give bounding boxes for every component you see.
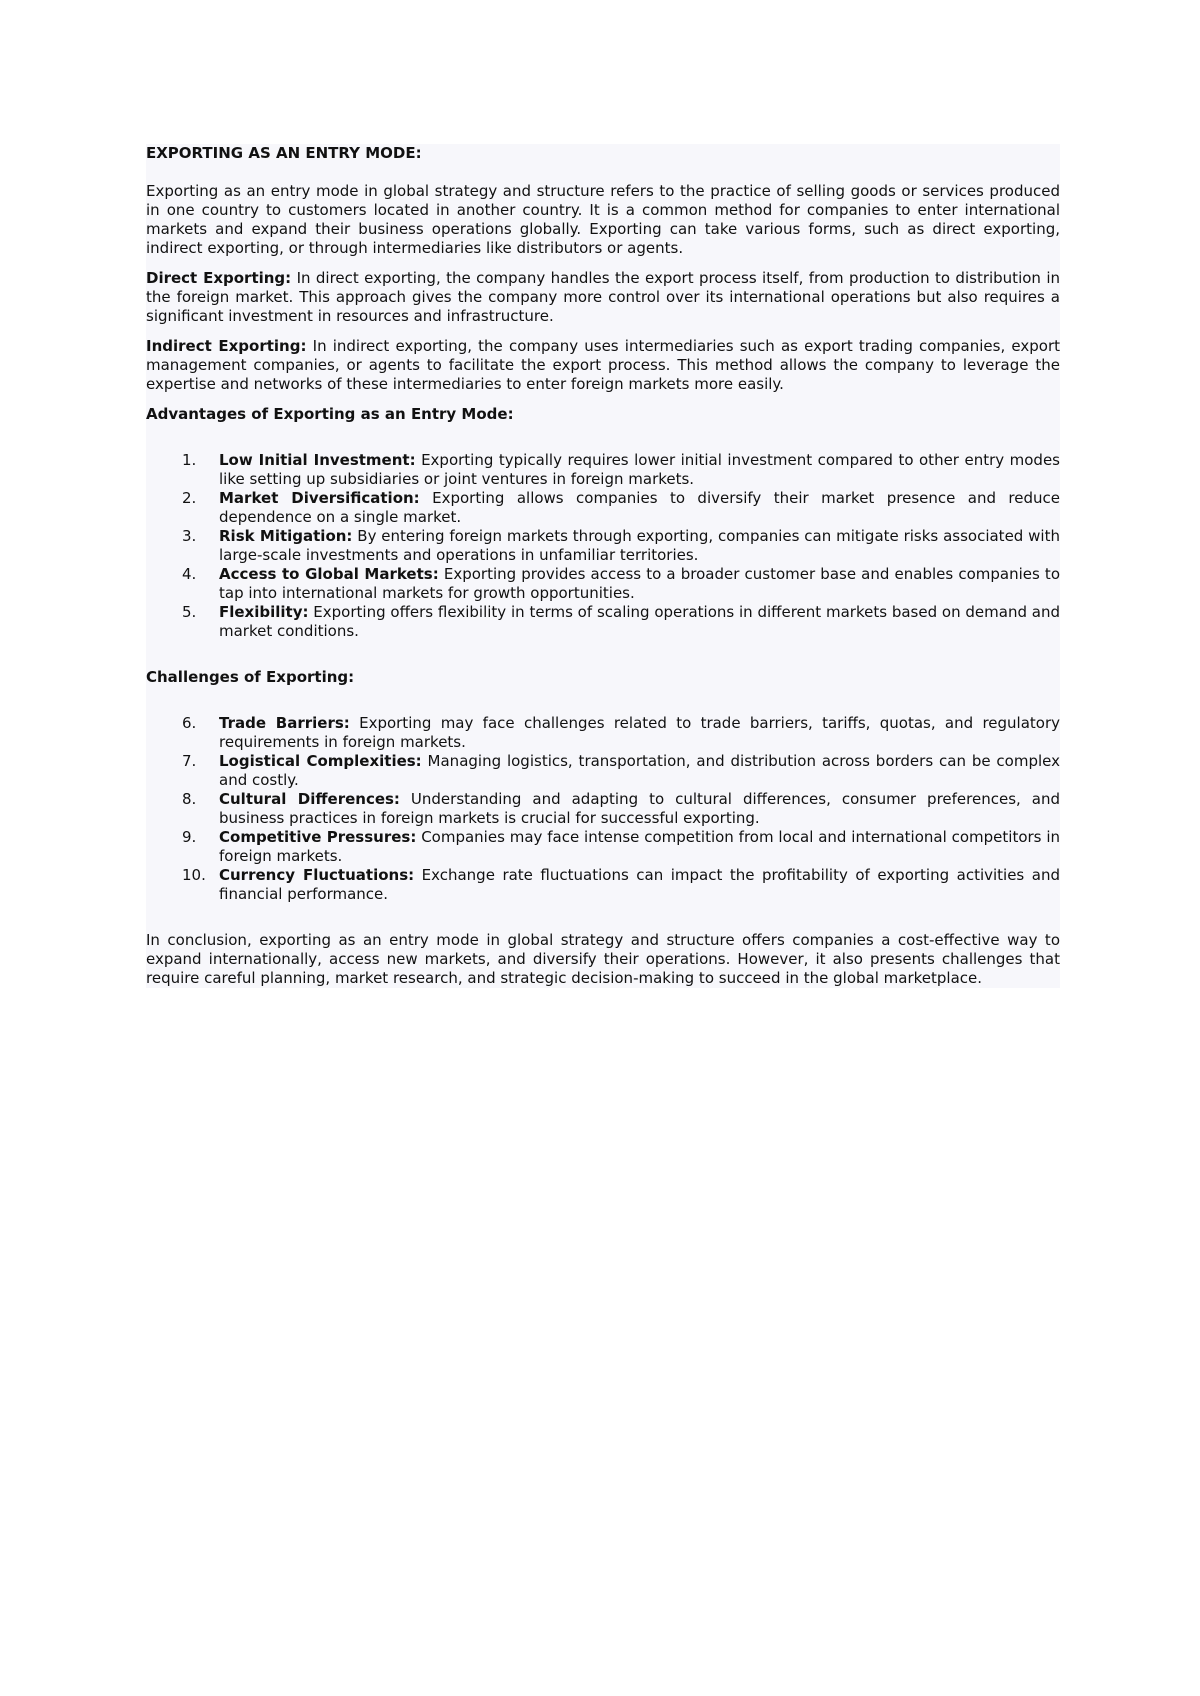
document-body [146, 144, 1060, 988]
list-item-text: Managing logistics, transportation, and distribution across borders can be complex and costly. [219, 752, 1060, 789]
direct-exporting-paragraph [146, 269, 1060, 326]
list-item [146, 752, 1060, 790]
advantages-list [146, 451, 1060, 641]
indirect-exporting-text: In indirect exporting, the company uses intermediaries such as export trading companies, export management companies, or agents to facilitate the export process. This method allows the company to leverage the expertise and networks of these intermediaries to enter foreign markets more easily. [146, 337, 1060, 393]
list-item-label: Flexibility: [219, 603, 309, 621]
list-item-text: Companies may face intense competition from local and international competitors in foreign markets. [219, 828, 1061, 865]
document-title: EXPORTING AS AN ENTRY MODE: [146, 144, 422, 162]
list-item-label: Low Initial Investment: [219, 451, 416, 469]
list-number: 2. [182, 489, 197, 507]
list-item-label: Access to Global Markets: [219, 565, 439, 583]
list-item-label: Cultural Differences: [219, 790, 400, 808]
list-number: 4. [182, 565, 197, 583]
list-number: 3. [182, 527, 197, 545]
intro-paragraph: Exporting as an entry mode in global strategy and structure refers to the practice of selling goods or services produced in one country to customers located in another country. It is a common method for companies to enter international markets and expand their business operations globally. Exporting can take various forms, such as direct exporting, indirect exporting, or through intermediaries like distributors or agents. [146, 182, 1060, 257]
direct-exporting-text: In direct exporting, the company handles the export process itself, from production to distribution in the foreign market. This approach gives the company more control over its international operations but also requires a significant investment in resources and infrastructure. [146, 269, 1060, 325]
direct-exporting-label: Direct Exporting: [146, 269, 292, 287]
list-item [146, 828, 1060, 866]
list-item-label: Market Diversification: [219, 489, 420, 507]
list-item [146, 527, 1060, 565]
list-item-label: Currency Fluctuations: [219, 866, 415, 884]
list-item [146, 603, 1060, 641]
list-item [146, 451, 1060, 489]
list-item [146, 489, 1060, 527]
list-item-text: Exporting may face challenges related to trade barriers, tariffs, quotas, and regulatory requirements in foreign markets. [219, 714, 1060, 751]
advantages-heading: Advantages of Exporting as an Entry Mode: [146, 405, 514, 423]
list-item [146, 866, 1060, 904]
indirect-exporting-paragraph [146, 337, 1060, 394]
list-item [146, 714, 1060, 752]
challenges-list [146, 714, 1060, 904]
list-number: 5. [182, 603, 197, 621]
list-item-text: Exporting typically requires lower initial investment compared to other entry modes like setting up subsidiaries or joint ventures in foreign markets. [219, 451, 1060, 488]
list-item-label: Risk Mitigation: [219, 527, 353, 545]
list-item [146, 790, 1060, 828]
conclusion-paragraph: In conclusion, exporting as an entry mode in global strategy and structure offers companies a cost-effective way to expand internationally, access new markets, and diversify their operations. However, it also presents challenges that require careful planning, market research, and strategic decision-making to succeed in the global marketplace. [146, 931, 1060, 987]
challenges-heading: Challenges of Exporting: [146, 668, 355, 686]
list-item-text: By entering foreign markets through exporting, companies can mitigate risks associated with large-scale investments and operations in unfamiliar territories. [219, 527, 1060, 564]
list-item-label: Trade Barriers: [219, 714, 350, 732]
list-item-label: Competitive Pressures: [219, 828, 417, 846]
list-item-text: Exchange rate fluctuations can impact the profitability of exporting activities and financial performance. [219, 866, 1060, 903]
list-number: 6. [182, 714, 197, 732]
indirect-exporting-label: Indirect Exporting: [146, 337, 307, 355]
list-item-text: Exporting offers flexibility in terms of scaling operations in different markets based on demand and market conditions. [219, 603, 1060, 640]
list-number: 10. [182, 866, 206, 884]
list-item-text: Exporting allows companies to diversify their market presence and reduce dependence on a single market. [219, 489, 1060, 526]
list-item-label: Logistical Complexities: [219, 752, 422, 770]
list-number: 1. [182, 451, 197, 469]
list-number: 8. [182, 790, 197, 808]
list-item-text: Understanding and adapting to cultural differences, consumer preferences, and business practices in foreign markets is crucial for successful exporting. [219, 790, 1060, 827]
list-item-text: Exporting provides access to a broader customer base and enables companies to tap into international markets for growth opportunities. [219, 565, 1060, 602]
list-number: 7. [182, 752, 197, 770]
list-number: 9. [182, 828, 197, 846]
list-item [146, 565, 1060, 603]
